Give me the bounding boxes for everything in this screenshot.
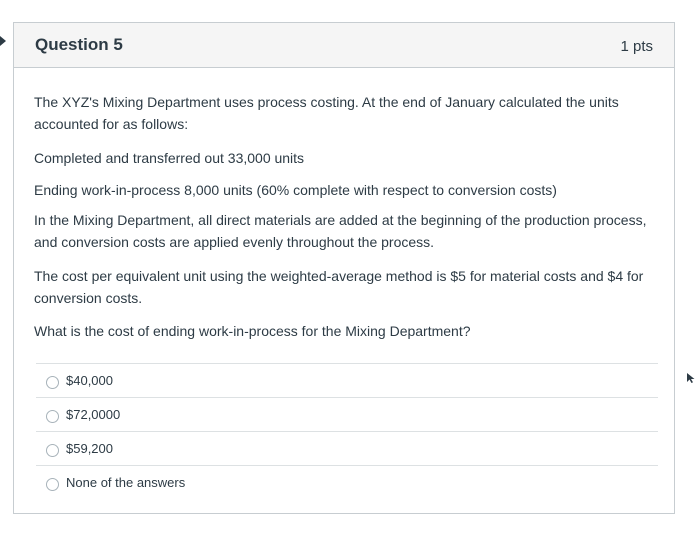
radio-button[interactable] — [46, 444, 59, 457]
collapse-arrow-icon[interactable] — [0, 36, 6, 46]
question-header — [14, 23, 674, 68]
answer-label[interactable]: None of the answers — [66, 475, 186, 490]
answer-option[interactable] — [36, 397, 658, 431]
answer-label[interactable]: $59,200 — [66, 441, 113, 456]
question-text-cost-per-unit: The cost per equivalent unit using the weighted-average method is $5 for material costs and $4 for conversion costs. — [34, 268, 644, 306]
question-card — [13, 22, 675, 514]
answer-list — [36, 363, 658, 499]
question-title: Question 5 — [35, 35, 123, 54]
question-prompt: What is the cost of ending work-in-process for the Mixing Department? — [34, 323, 471, 339]
answer-option[interactable] — [36, 465, 658, 499]
answer-option[interactable] — [36, 431, 658, 465]
answer-label[interactable]: $72,0000 — [66, 407, 121, 422]
answer-option[interactable] — [36, 363, 658, 397]
radio-button[interactable] — [46, 478, 59, 491]
question-points: 1 pts — [620, 38, 653, 55]
question-text-ending-wip: Ending work-in-process 8,000 units (60% complete with respect to conversion costs) — [34, 182, 557, 198]
mouse-pointer-icon — [686, 372, 696, 384]
question-text-process-info: In the Mixing Department, all direct materials are added at the beginning of the production process, and conversion costs are applied evenly throughout the process. — [34, 212, 647, 250]
answer-label[interactable]: $40,000 — [66, 373, 113, 388]
question-text-intro: The XYZ's Mixing Department uses process costing. At the end of January calculated the units accounted for as follows: — [34, 94, 619, 132]
radio-button[interactable] — [46, 376, 59, 389]
radio-button[interactable] — [46, 410, 59, 423]
question-text-completed: Completed and transferred out 33,000 units — [34, 150, 305, 166]
